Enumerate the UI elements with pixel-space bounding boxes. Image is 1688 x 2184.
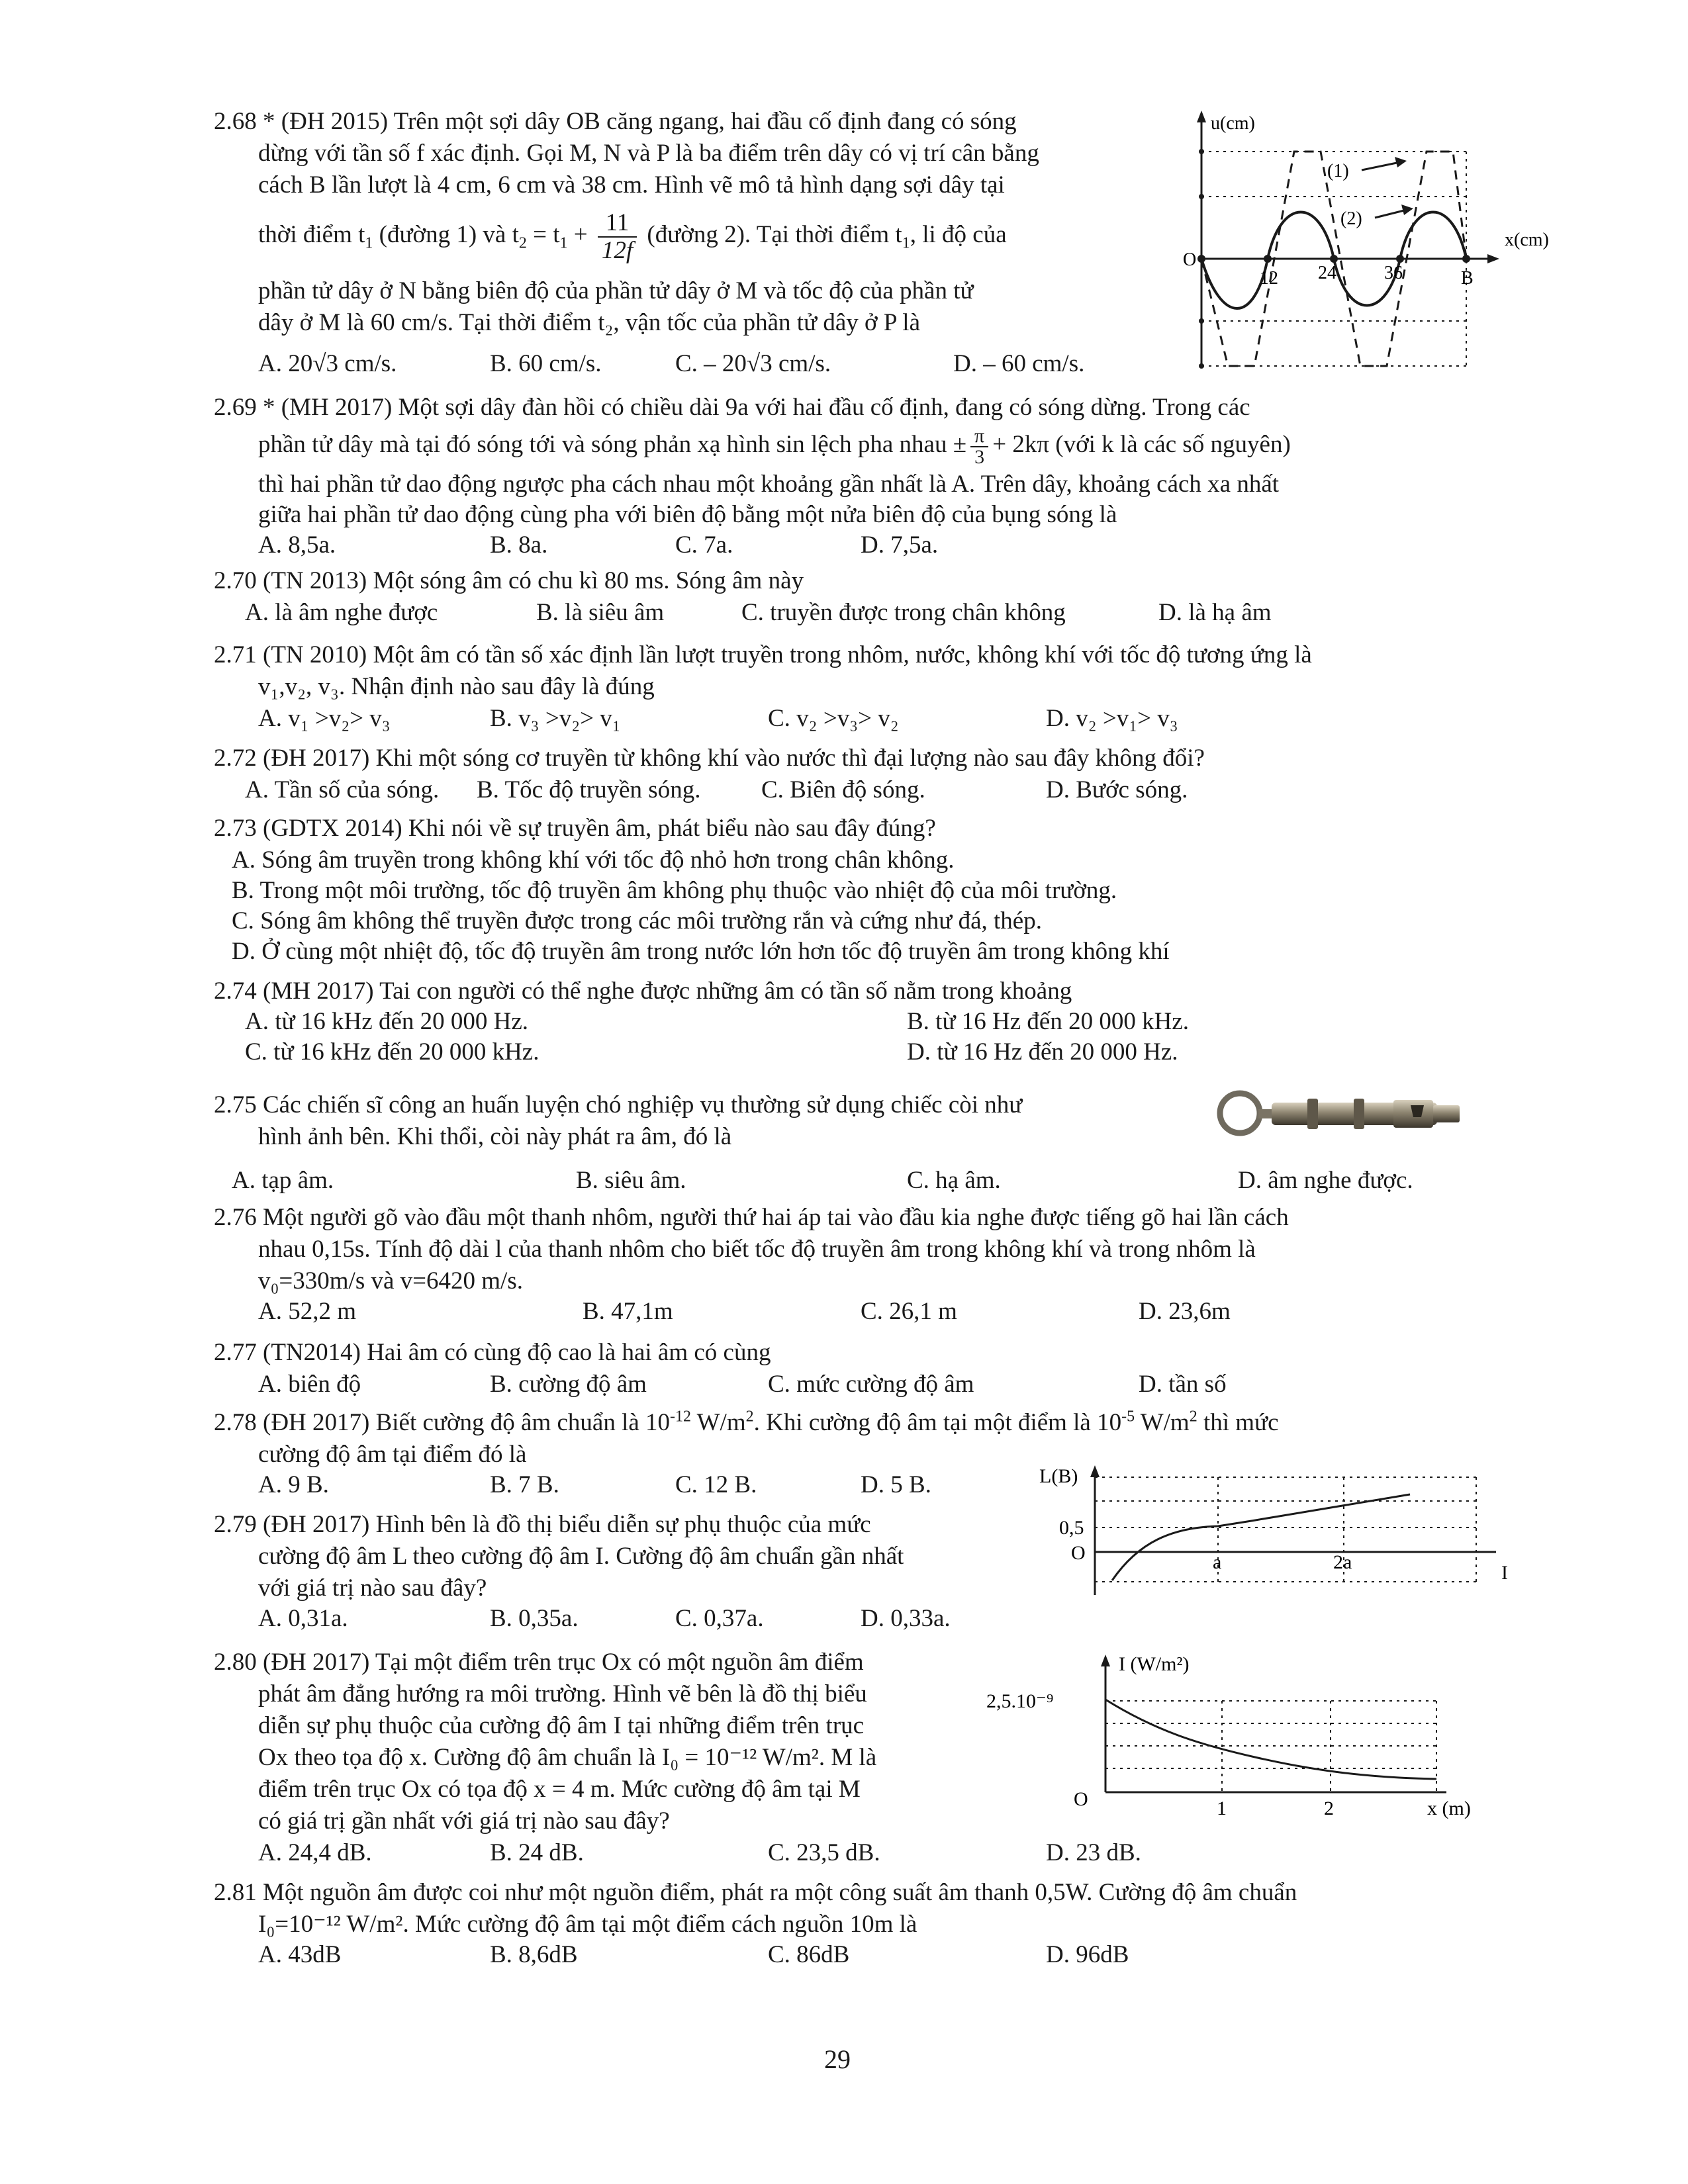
q269-line2: phần tử dây mà tại đó sóng tới và sóng phản xạ hình sin lệch pha nhau ± $\frac{\pi}{3}$ + 2kπ (với k là các số nguyên) bbox=[258, 424, 1291, 468]
q268-options bbox=[258, 349, 1185, 379]
q280-options bbox=[258, 1839, 1516, 1868]
option-b: B. cường độ âm bbox=[490, 1371, 647, 1398]
q280-line3: diễn sự phụ thuộc của cường độ âm I tại những điểm trên trục bbox=[258, 1712, 865, 1739]
q268-line1: 2.68 * (ĐH 2015) Trên một sợi dây OB căng ngang, hai đầu cố định đang có sóng bbox=[214, 108, 1017, 135]
option-d: D. Bước sóng. bbox=[1046, 776, 1188, 803]
tick-36: 36 bbox=[1384, 263, 1403, 283]
q276-line2: nhau 0,15s. Tính độ dài l của thanh nhôm cho biết tốc độ truyền âm trong không khí và trong nhôm là bbox=[258, 1236, 1256, 1263]
option-d: D. 5 B. bbox=[861, 1471, 931, 1498]
option-c: C. mức cường độ âm bbox=[768, 1371, 974, 1398]
tick-2a: 2a bbox=[1333, 1551, 1352, 1573]
curve-1-arrowhead-icon bbox=[1395, 157, 1407, 167]
q276-line3: v₀=330m/s và v=6420 m/s. bbox=[258, 1267, 523, 1295]
q269-line3: thì hai phần tử dao động ngược pha cách nhau một khoảng gần nhất là A. Trên dây, khoảng cách xa nhất bbox=[258, 471, 1280, 498]
q279-line2: cường độ âm L theo cường độ âm I. Cường độ âm chuẩn gần nhất bbox=[258, 1543, 904, 1570]
q273-line1: 2.73 (GDTX 2014) Khi nói về sự truyền âm, phát biểu nào sau đây đúng? bbox=[214, 815, 936, 842]
option-d: D. 23,6m bbox=[1139, 1298, 1231, 1325]
y-axis-label: u(cm) bbox=[1211, 113, 1255, 134]
option-b: B. 0,35a. bbox=[490, 1605, 579, 1632]
q280-line6: có giá trị gần nhất với giá trị nào sau đây? bbox=[258, 1807, 670, 1835]
intensity-curve bbox=[1105, 1700, 1436, 1779]
y-axis-arrow-icon bbox=[1197, 111, 1206, 122]
option-b: B. 8a. bbox=[490, 531, 548, 559]
option-b: B. 24 dB. bbox=[490, 1839, 584, 1866]
option-a: A. từ 16 kHz đến 20 000 Hz. bbox=[245, 1008, 529, 1035]
option-a: A. 43dB bbox=[258, 1941, 342, 1968]
y-axis-label: L(B) bbox=[1039, 1465, 1078, 1487]
q274-line1: 2.74 (MH 2017) Tai con người có thể nghe được những âm có tần số nằm trong khoảng bbox=[214, 978, 1072, 1005]
q279-options bbox=[258, 1604, 1053, 1633]
option-a: A. 0,31a. bbox=[258, 1605, 348, 1632]
option-c: C. truyền được trong chân không bbox=[741, 599, 1066, 626]
q278-options bbox=[258, 1471, 1053, 1500]
origin-label: O bbox=[1071, 1542, 1086, 1564]
option-d: D. v₂ >v₁> v₃ bbox=[1046, 705, 1178, 732]
option-c: C. 7a. bbox=[675, 531, 733, 559]
q275-options bbox=[232, 1166, 1489, 1195]
option-b: B. 47,1m bbox=[583, 1298, 673, 1325]
q273-option-a: A. Sóng âm truyền trong không khí với tốc độ nhỏ hơn trong chân không. bbox=[232, 846, 955, 874]
y-axis-arrow-icon bbox=[1101, 1655, 1110, 1666]
q269-options bbox=[258, 531, 1185, 560]
x-axis-label: I bbox=[1501, 1562, 1508, 1584]
option-d: D. từ 16 Hz đến 20 000 Hz. bbox=[907, 1038, 1178, 1066]
q271-options bbox=[258, 704, 1516, 733]
q268-line5: phần tử dây ở N bằng biên độ của phần tử dây ở M và tốc độ của phần tử bbox=[258, 277, 974, 304]
q280-line1: 2.80 (ĐH 2017) Tại một điểm trên trục Ox có một nguồn âm điểm bbox=[214, 1649, 864, 1676]
option-b: B. 60 cm/s. bbox=[490, 350, 602, 377]
q277-line1: 2.77 (TN2014) Hai âm có cùng độ cao là hai âm có cùng bbox=[214, 1339, 771, 1366]
option-d: D. 7,5a. bbox=[861, 531, 939, 559]
option-c: C. từ 16 kHz đến 20 000 kHz. bbox=[245, 1038, 539, 1066]
option-a: A. tạp âm. bbox=[232, 1167, 334, 1194]
curve-2-arrowhead-icon bbox=[1401, 205, 1413, 215]
option-c: C. – 20√3 cm/s. bbox=[675, 350, 831, 377]
q275-line1: 2.75 Các chiến sĩ công an huấn luyện chó nghiệp vụ thường sử dụng chiếc còi như bbox=[214, 1091, 1023, 1118]
option-d: D. 0,33a. bbox=[861, 1605, 951, 1632]
page-number: 29 bbox=[824, 2044, 851, 2074]
tick-24: 24 bbox=[1318, 263, 1336, 283]
option-b: B. 8,6dB bbox=[490, 1941, 578, 1968]
label-0-5: 0,5 bbox=[1059, 1517, 1084, 1539]
option-b: B. là siêu âm bbox=[536, 599, 665, 626]
y-axis-label: I (W/m²) bbox=[1119, 1653, 1190, 1675]
origin-label: O bbox=[1074, 1788, 1088, 1810]
option-a: A. 20√3 cm/s. bbox=[258, 350, 397, 377]
option-c: C. hạ âm. bbox=[907, 1167, 1001, 1194]
option-b: B. Tốc độ truyền sóng. bbox=[477, 776, 701, 803]
tick-12: 12 bbox=[1260, 268, 1278, 289]
option-a: A. v₁ >v₂> v₃ bbox=[258, 705, 391, 732]
q276-line1: 2.76 Một người gõ vào đầu một thanh nhôm, người thứ hai áp tai vào đầu kia nghe được tiếng gõ hai lần cách bbox=[214, 1204, 1289, 1231]
q269-fraction: $\frac{\pi}{3}$ bbox=[970, 426, 988, 467]
option-c: C. Biên độ sóng. bbox=[761, 776, 925, 803]
q268-line3: cách B lần lượt là 4 cm, 6 cm và 38 cm. Hình vẽ mô tả hình dạng sợi dây tại bbox=[258, 171, 1005, 199]
level-curve bbox=[1112, 1494, 1410, 1580]
tick-1: 1 bbox=[1217, 1797, 1227, 1819]
tick-2: 2 bbox=[1324, 1797, 1334, 1819]
whistle-image bbox=[1215, 1079, 1466, 1152]
option-c: C. v₂ >v₃> v₂ bbox=[768, 705, 899, 732]
intensity-graph bbox=[980, 1647, 1496, 1819]
q273-option-c: C. Sóng âm không thể truyền được trong các môi trường rắn và cứng như đá, thép. bbox=[232, 907, 1042, 934]
x-axis-arrow-icon bbox=[1487, 254, 1499, 263]
q270-line1: 2.70 (TN 2013) Một sóng âm có chu kì 80 ms. Sóng âm này bbox=[214, 567, 804, 594]
option-a: A. 9 B. bbox=[258, 1471, 329, 1498]
option-d: D. tần số bbox=[1139, 1371, 1227, 1398]
sound-level-graph bbox=[1039, 1463, 1516, 1602]
option-b: B. v₃ >v₂> v₁ bbox=[490, 705, 621, 732]
q272-line1: 2.72 (ĐH 2017) Khi một sóng cơ truyền từ không khí vào nước thì đại lượng nào sau đây không đổi? bbox=[214, 745, 1205, 772]
option-b: B. từ 16 Hz đến 20 000 kHz. bbox=[907, 1008, 1189, 1035]
q274-options-row1 bbox=[245, 1007, 1503, 1036]
option-c: C. 26,1 m bbox=[861, 1298, 957, 1325]
q281-options bbox=[258, 1940, 1516, 1970]
q279-line1: 2.79 (ĐH 2017) Hình bên là đồ thị biểu diễn sự phụ thuộc của mức bbox=[214, 1511, 871, 1538]
q278-line2: cường độ âm tại điểm đó là bbox=[258, 1441, 527, 1468]
q277-options bbox=[258, 1370, 1516, 1399]
curve-2-arrow-icon bbox=[1375, 210, 1407, 218]
q269-line4: giữa hai phần tử dao động cùng pha với biên độ bằng một nửa biên độ của bụng sóng là bbox=[258, 501, 1117, 528]
option-c: C. 0,37a. bbox=[675, 1605, 764, 1632]
q270-options bbox=[245, 598, 1503, 627]
q272-options bbox=[245, 776, 1503, 805]
q271-line2: v₁,v₂, v₃. Nhận định nào sau đây là đúng bbox=[258, 673, 655, 700]
option-c: C. 23,5 dB. bbox=[768, 1839, 880, 1866]
q281-line2: I₀=10⁻¹² W/m². Mức cường độ âm tại một điểm cách nguồn 10m là bbox=[258, 1911, 917, 1938]
standing-wave-graph bbox=[1183, 109, 1549, 374]
grid-lines bbox=[1095, 1477, 1476, 1582]
q278-line1: 2.78 (ĐH 2017) Biết cường độ âm chuẩn là $10^{-12}$ $W/m^2$. Khi cường độ âm tại một điểm là $10^{-5}$ $W/m^2$ thì mức bbox=[214, 1408, 1279, 1436]
option-a: A. biên độ bbox=[258, 1371, 361, 1398]
q273-option-b: B. Trong một môi trường, tốc độ truyền âm không phụ thuộc vào nhiệt độ của môi trường. bbox=[232, 877, 1117, 904]
label-b: B bbox=[1461, 268, 1474, 289]
q273-option-d: D. Ở cùng một nhiệt độ, tốc độ truyền âm trong nước lớn hơn tốc độ truyền âm trong không khí bbox=[232, 938, 1170, 965]
option-a: A. là âm nghe được bbox=[245, 599, 438, 626]
curve-1-label: (1) bbox=[1327, 161, 1349, 181]
option-d: D. – 60 cm/s. bbox=[953, 350, 1085, 377]
option-d: D. là hạ âm bbox=[1158, 599, 1272, 626]
curve-2-label: (2) bbox=[1340, 208, 1362, 229]
origin-label: O bbox=[1183, 250, 1197, 270]
q280-line4: Ox theo tọa độ x. Cường độ âm chuẩn là I₀ = 10⁻¹² W/m². M là bbox=[258, 1744, 877, 1771]
option-b: B. siêu âm. bbox=[576, 1167, 686, 1194]
q268-fraction: $\frac{11}{12f}$ bbox=[598, 210, 637, 264]
option-c: C. 86dB bbox=[768, 1941, 850, 1968]
q268-line2: dừng với tần số f xác định. Gọi M, N và P là ba điểm trên dây có vị trí cân bằng bbox=[258, 140, 1039, 167]
option-a: A. 8,5a. bbox=[258, 531, 336, 559]
option-c: C. 12 B. bbox=[675, 1471, 757, 1498]
option-d: D. 23 dB. bbox=[1046, 1839, 1141, 1866]
y-axis-arrow-icon bbox=[1090, 1465, 1100, 1477]
q268-line6: dây ở M là 60 cm/s. Tại thời điểm t₂, vận tốc của phần tử dây ở P là bbox=[258, 309, 921, 336]
q274-options-row2 bbox=[245, 1038, 1503, 1067]
grid-lines bbox=[1105, 1701, 1436, 1792]
curve-1-arrow-icon bbox=[1362, 162, 1400, 170]
q275-line2: hình ảnh bên. Khi thổi, còi này phát ra âm, đó là bbox=[258, 1123, 732, 1150]
q271-line1: 2.71 (TN 2010) Một âm có tần số xác định lần lượt truyền trong nhôm, nước, không khí với tốc độ tương ứng là bbox=[214, 641, 1312, 668]
option-d: D. 96dB bbox=[1046, 1941, 1129, 1968]
option-a: A. 24,4 dB. bbox=[258, 1839, 372, 1866]
q280-line5: điểm trên trục Ox có tọa độ x = 4 m. Mức cường độ âm tại M bbox=[258, 1776, 861, 1803]
x-axis-label: x(cm) bbox=[1505, 230, 1549, 250]
q280-line2: phát âm đẳng hướng ra môi trường. Hình vẽ bên là đồ thị biểu bbox=[258, 1680, 867, 1707]
q269-line1: 2.69 * (MH 2017) Một sợi dây đàn hồi có chiều dài 9a với hai đầu cố định, đang có sóng dừng. Trong các bbox=[214, 394, 1250, 421]
y-value-label: 2,5.10⁻⁹ bbox=[986, 1690, 1054, 1712]
q281-line1: 2.81 Một nguồn âm được coi như một nguồn điểm, phát ra một công suất âm thanh 0,5W. Cường độ âm chuẩn bbox=[214, 1879, 1297, 1906]
q268-line4: thời điểm $t_1$ (đường 1) và $t_2 = t_1$ + $\frac{11}{12f}$ (đường 2). Tại thời điểm $t_1$, li độ của bbox=[258, 208, 1007, 264]
x-axis-label: x (m) bbox=[1427, 1797, 1471, 1819]
option-d: D. âm nghe được. bbox=[1238, 1167, 1413, 1194]
tick-a: a bbox=[1213, 1551, 1222, 1573]
option-a: A. Tần số của sóng. bbox=[245, 776, 440, 803]
q276-options bbox=[258, 1297, 1516, 1326]
option-b: B. 7 B. bbox=[490, 1471, 559, 1498]
q279-line3: với giá trị nào sau đây? bbox=[258, 1574, 487, 1602]
option-a: A. 52,2 m bbox=[258, 1298, 356, 1325]
